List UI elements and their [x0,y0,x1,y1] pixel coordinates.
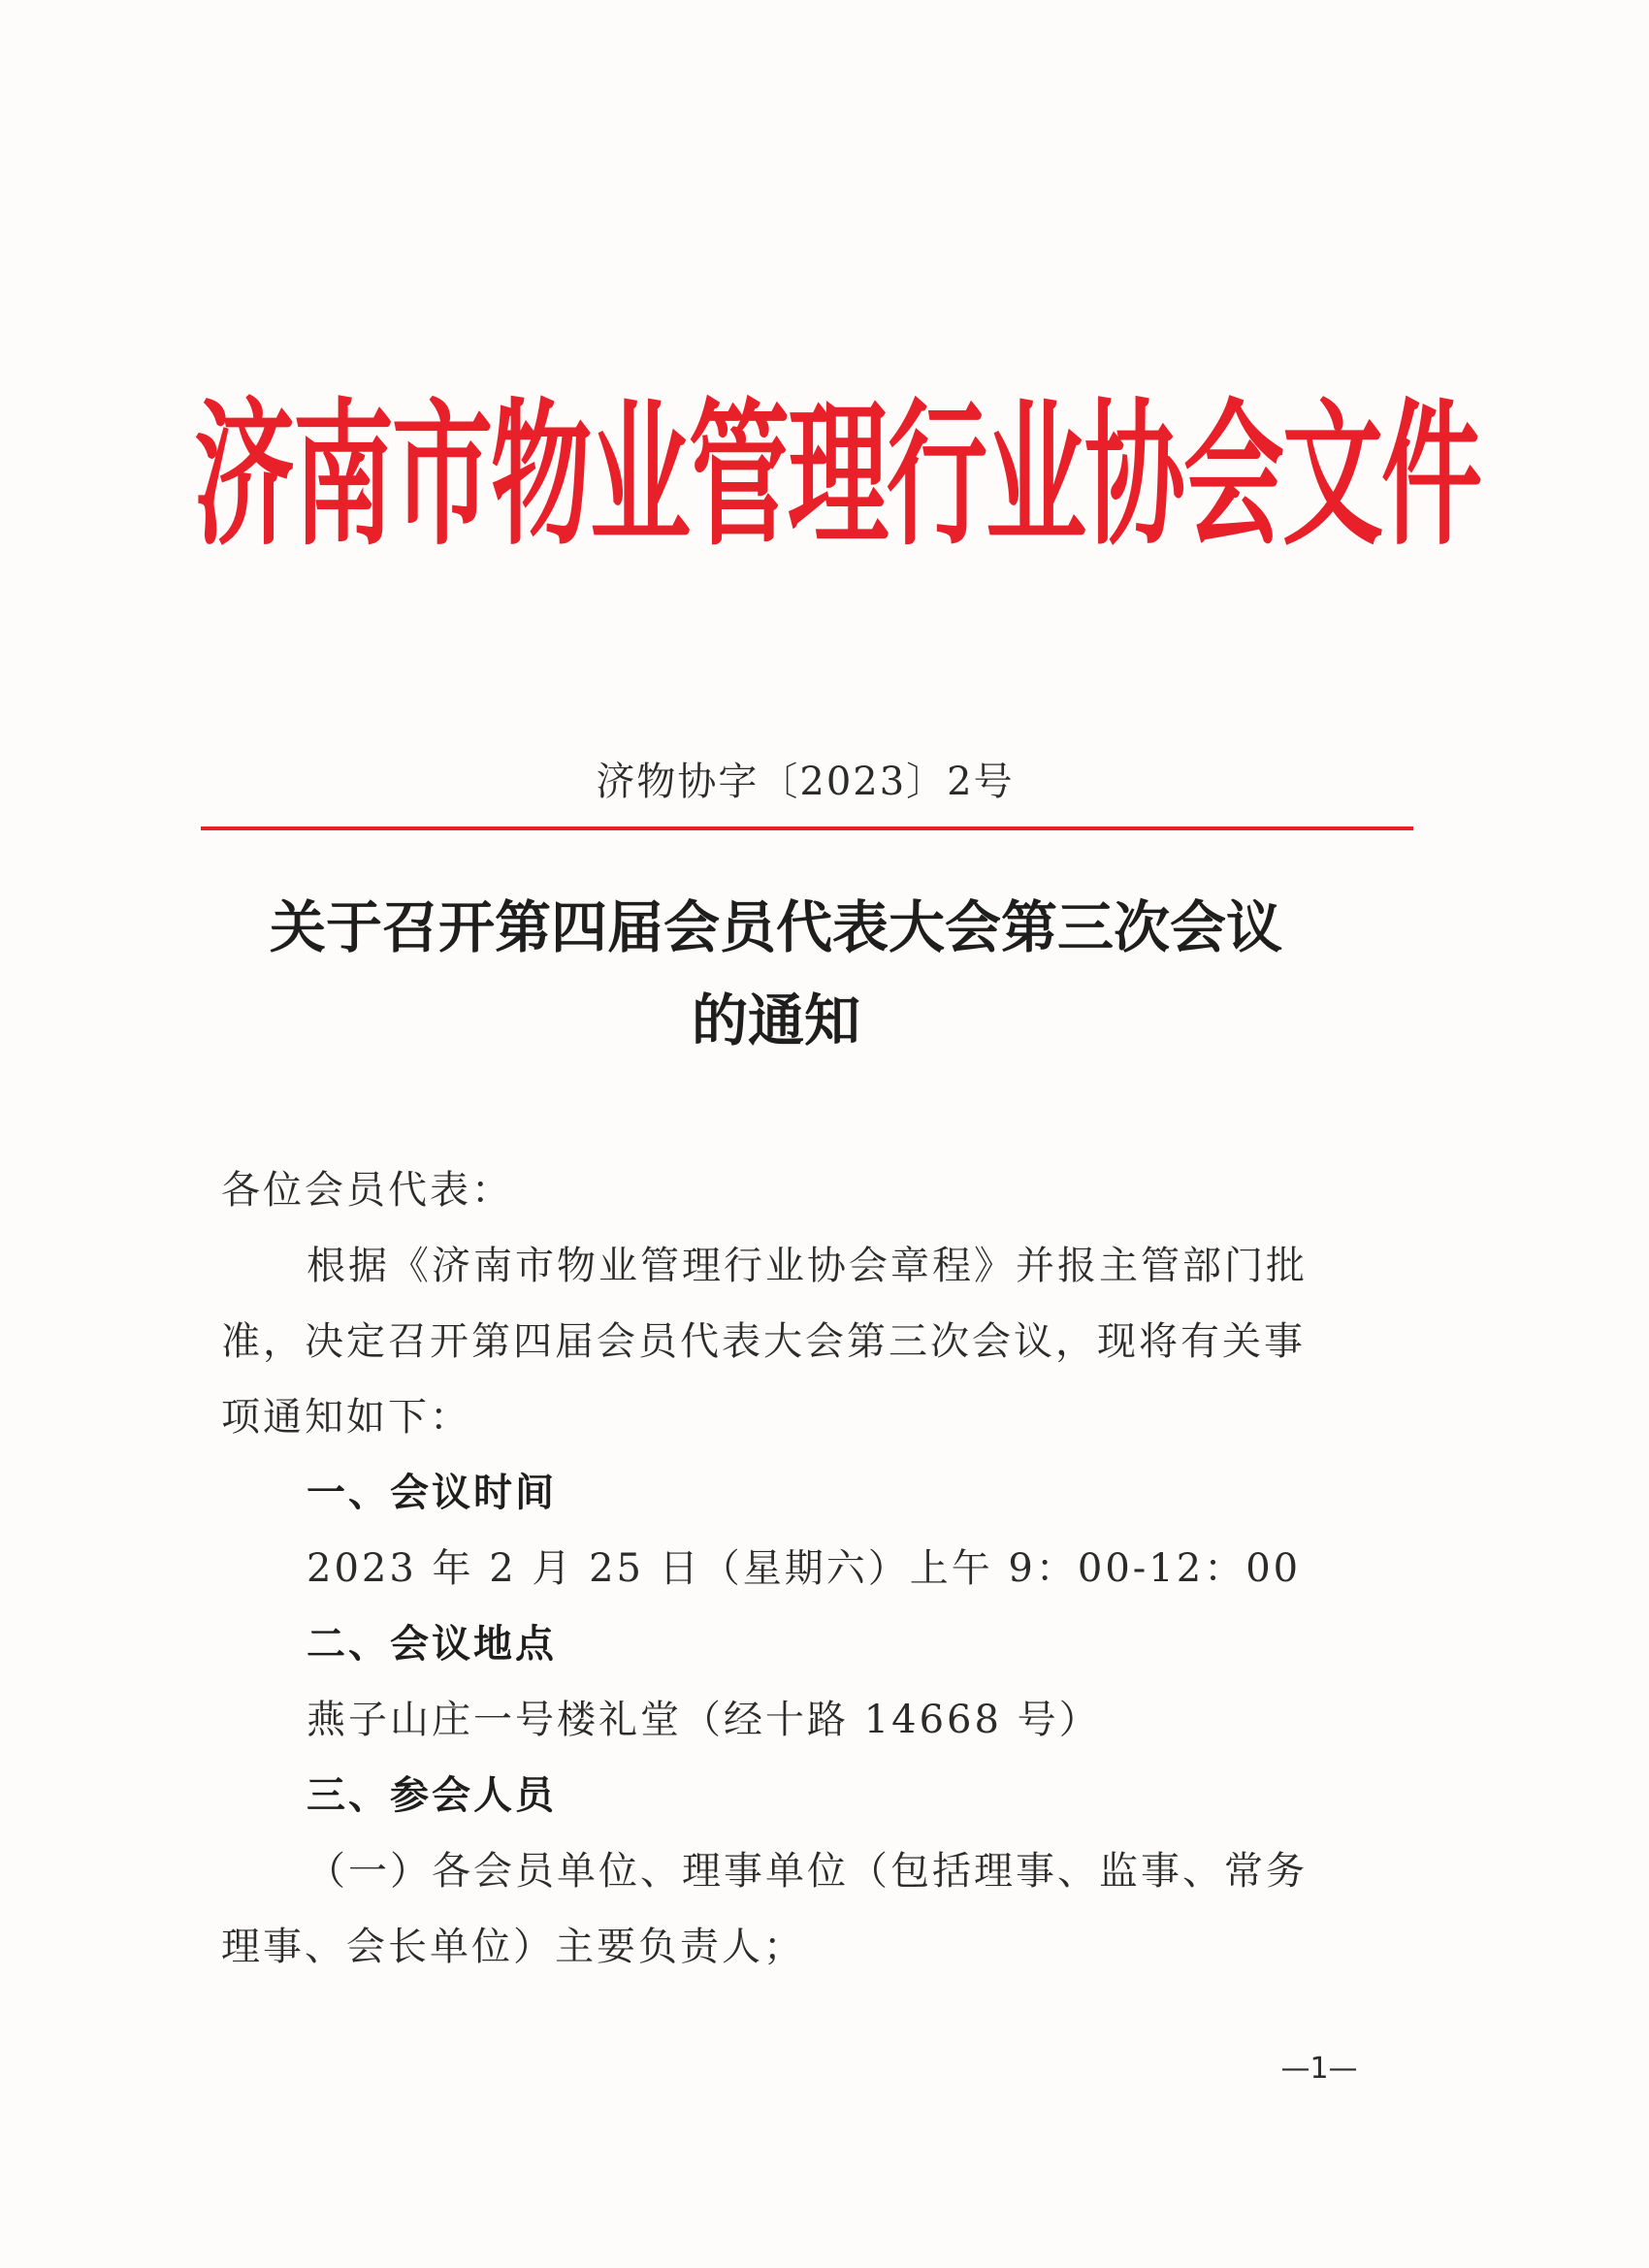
intro-line-3: 项通知如下： [221,1395,471,1440]
section-heading-time: 一、会议时间 [307,1471,557,1515]
attendees-line-2: 理事、会长单位）主要负责人； [221,1925,805,1969]
intro-line-2: 准，决定召开第四届会员代表大会第三次会议，现将有关事 [221,1319,1306,1364]
notice-title [194,881,1358,1067]
page-number: —1— [1280,2052,1358,2086]
meeting-location: 燕子山庄一号楼礼堂（经十路 14668 号） [307,1698,1101,1742]
masthead-title: 济南市物业管理行业协会文件 [194,383,1481,567]
section-heading-attendees: 三、参会人员 [307,1773,557,1818]
notice-title-line-2: 的通知 [691,988,860,1053]
attendees-line-1: （一）各会员单位、理事单位（包括理事、监事、常务 [307,1849,1308,1894]
section-heading-location: 二、会议地点 [307,1622,557,1667]
salutation: 各位会员代表： [221,1168,513,1213]
meeting-time: 2023 年 2 月 25 日（星期六）上午 9：00-12：00 [307,1546,1302,1591]
document-number: 济物协字〔2023〕2号 [596,760,1015,804]
red-rule [201,826,1413,830]
intro-line-1: 根据《济南市物业管理行业协会章程》并报主管部门批 [307,1244,1308,1288]
notice-title-line-1: 关于召开第四届会员代表大会第三次会议 [269,894,1282,960]
notice-body [221,1152,1366,1985]
